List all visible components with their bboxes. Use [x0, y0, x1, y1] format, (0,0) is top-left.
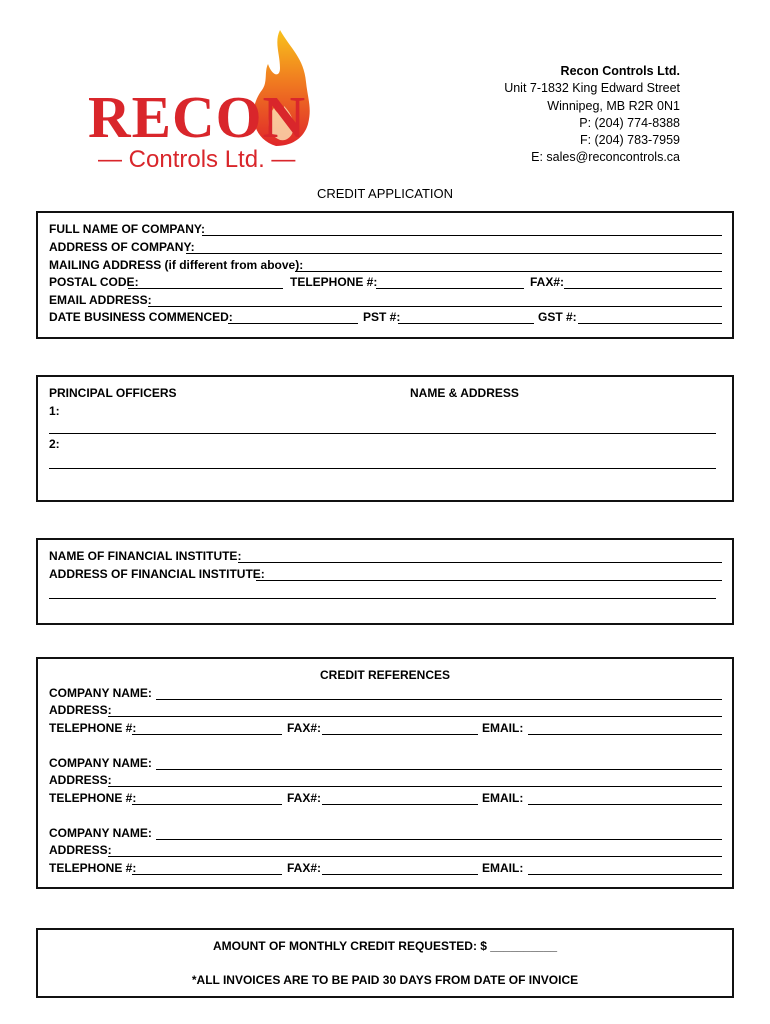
ref3-telephone-label: TELEPHONE #: — [49, 861, 140, 875]
ref3-fax-field[interactable] — [322, 874, 478, 875]
logo-subtitle: — Controls Ltd. — — [98, 146, 296, 173]
principal-officers-heading: PRINCIPAL OFFICERS — [49, 386, 177, 400]
ref1-address-field[interactable] — [108, 716, 722, 717]
ref1-address-label: ADDRESS: — [49, 703, 116, 717]
full-name-field[interactable] — [202, 235, 722, 236]
contact-address-1: Unit 7-1832 King Edward Street — [504, 81, 680, 96]
ref3-fax-label: FAX#: — [287, 861, 322, 875]
company-logo — [88, 28, 343, 173]
financial-name-field[interactable] — [238, 562, 722, 563]
logo-wordmark: RECON — [88, 84, 307, 150]
telephone-field[interactable] — [376, 288, 524, 289]
credit-references-section — [36, 657, 734, 889]
financial-address-field-2[interactable] — [49, 598, 716, 599]
ref2-fax-field[interactable] — [322, 804, 478, 805]
ref2-email-field[interactable] — [528, 804, 722, 805]
financial-name-label: NAME OF FINANCIAL INSTITUTE: — [49, 549, 245, 563]
gst-field[interactable] — [578, 323, 722, 324]
email-address-field[interactable] — [148, 306, 722, 307]
full-name-label: FULL NAME OF COMPANY: — [49, 222, 209, 236]
contact-email: E: sales@reconcontrols.ca — [531, 150, 680, 165]
postal-code-field[interactable] — [128, 288, 283, 289]
credit-references-heading: CREDIT REFERENCES — [319, 668, 450, 682]
ref1-company-field[interactable] — [156, 699, 722, 700]
ref1-telephone-field[interactable] — [132, 734, 282, 735]
invoice-terms-note: *ALL INVOICES ARE TO BE PAID 30 DAYS FROM DATE OF INVOICE — [191, 973, 579, 987]
amount-requested-line[interactable]: AMOUNT OF MONTHLY CREDIT REQUESTED: $ __________ — [212, 939, 558, 953]
company-address-field[interactable] — [186, 253, 722, 254]
ref3-company-label: COMPANY NAME: — [49, 826, 156, 840]
ref1-fax-field[interactable] — [322, 734, 478, 735]
ref3-email-field[interactable] — [528, 874, 722, 875]
ref1-email-field[interactable] — [528, 734, 722, 735]
company-info-section — [36, 211, 734, 339]
ref3-address-label: ADDRESS: — [49, 843, 116, 857]
telephone-label: TELEPHONE #: — [290, 275, 381, 289]
ref2-fax-label: FAX#: — [287, 791, 322, 805]
credit-amount-section — [36, 928, 734, 998]
ref2-email-label: EMAIL: — [482, 791, 527, 805]
ref2-telephone-label: TELEPHONE #: — [49, 791, 140, 805]
date-commenced-label: DATE BUSINESS COMMENCED: — [49, 310, 237, 324]
ref2-company-label: COMPANY NAME: — [49, 756, 156, 770]
ref2-address-field[interactable] — [108, 786, 722, 787]
ref3-telephone-field[interactable] — [132, 874, 282, 875]
contact-fax: F: (204) 783-7959 — [579, 133, 680, 148]
financial-address-field[interactable] — [256, 580, 722, 581]
principal-officers-section — [36, 375, 734, 502]
fax-label: FAX#: — [530, 275, 565, 289]
contact-block — [504, 63, 680, 167]
gst-label: GST #: — [538, 310, 581, 324]
ref3-address-field[interactable] — [108, 856, 722, 857]
ref1-telephone-label: TELEPHONE #: — [49, 721, 140, 735]
pst-field[interactable] — [398, 323, 534, 324]
financial-institute-section — [36, 538, 734, 625]
officer-1-label: 1: — [49, 404, 60, 418]
mailing-address-field[interactable] — [295, 271, 722, 272]
ref1-fax-label: FAX#: — [287, 721, 322, 735]
ref2-company-field[interactable] — [156, 769, 722, 770]
officer-1-field[interactable] — [49, 433, 716, 434]
officer-2-field[interactable] — [49, 468, 716, 469]
ref1-email-label: EMAIL: — [482, 721, 527, 735]
officer-2-label: 2: — [49, 437, 60, 451]
company-address-label: ADDRESS OF COMPANY: — [49, 240, 198, 254]
pst-label: PST #: — [363, 310, 401, 324]
ref2-address-label: ADDRESS: — [49, 773, 116, 787]
email-address-label: EMAIL ADDRESS: — [49, 293, 156, 307]
contact-address-2: Winnipeg, MB R2R 0N1 — [547, 98, 680, 113]
page-title: CREDIT APPLICATION — [316, 186, 454, 201]
ref1-company-label: COMPANY NAME: — [49, 686, 156, 700]
ref2-telephone-field[interactable] — [132, 804, 282, 805]
ref3-email-label: EMAIL: — [482, 861, 527, 875]
postal-code-label: POSTAL CODE: — [49, 275, 142, 289]
name-address-heading: NAME & ADDRESS — [410, 386, 519, 400]
contact-company: Recon Controls Ltd. — [560, 64, 680, 78]
fax-field[interactable] — [564, 288, 722, 289]
financial-address-label: ADDRESS OF FINANCIAL INSTITUTE: — [49, 567, 269, 581]
ref3-company-field[interactable] — [156, 839, 722, 840]
mailing-address-label: MAILING ADDRESS (if different from above): — [49, 258, 307, 272]
contact-phone: P: (204) 774-8388 — [579, 115, 680, 130]
date-commenced-field[interactable] — [228, 323, 358, 324]
